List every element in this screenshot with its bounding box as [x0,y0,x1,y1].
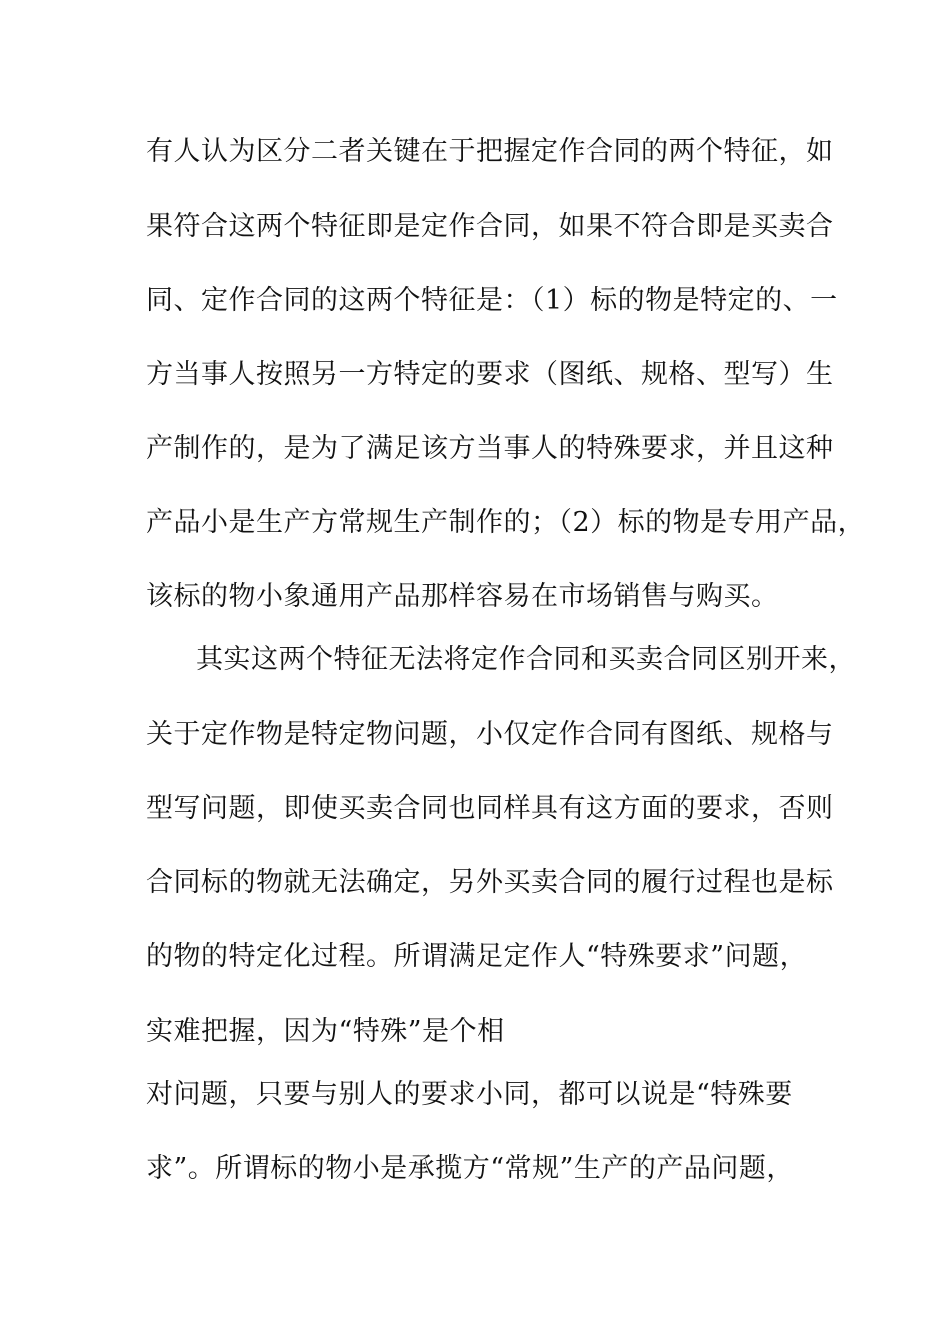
paragraph-line: 果符合这两个特征即是定作合同，如果不符合即是买卖合 [146,211,834,242]
paragraph-line: 方当事人按照另一方特定的要求（图纸、规格、型写）生 [146,359,834,390]
paragraph-line: 的物的特定化过程。所谓满足定作人“特殊要求”问题， [146,941,808,972]
paragraph-line: 同、定作合同的这两个特征是：（1）标的物是特定的、一 [146,285,838,316]
paragraph-line: 求”。所谓标的物小是承揽方“常规”生产的产品问题， [146,1153,794,1184]
paragraph-line: 产制作的，是为了满足该方当事人的特殊要求，并且这种 [146,433,834,464]
paragraph-line: 关于定作物是特定物问题，小仅定作合同有图纸、规格与 [146,719,834,750]
paragraph-line: 型写问题，即使买卖合同也同样具有这方面的要求，否则 [146,793,834,824]
paragraph-line: 产品小是生产方常规生产制作的；（2）标的物是专用产品， [146,507,866,538]
paragraph-line: 实难把握，因为“特殊”是个相 [146,1016,505,1047]
paragraph-line: 其实这两个特征无法将定作合同和买卖合同区别开来， [196,644,856,675]
paragraph-line: 合同标的物就无法确定，另外买卖合同的履行过程也是标 [146,867,834,898]
paragraph-line: 对问题，只要与别人的要求小同，都可以说是“特殊要 [146,1079,793,1110]
paragraph-line: 该标的物小象通用产品那样容易在市场销售与购买。 [146,581,779,612]
paragraph-line: 有人认为区分二者关键在于把握定作合同的两个特征，如 [146,136,834,167]
